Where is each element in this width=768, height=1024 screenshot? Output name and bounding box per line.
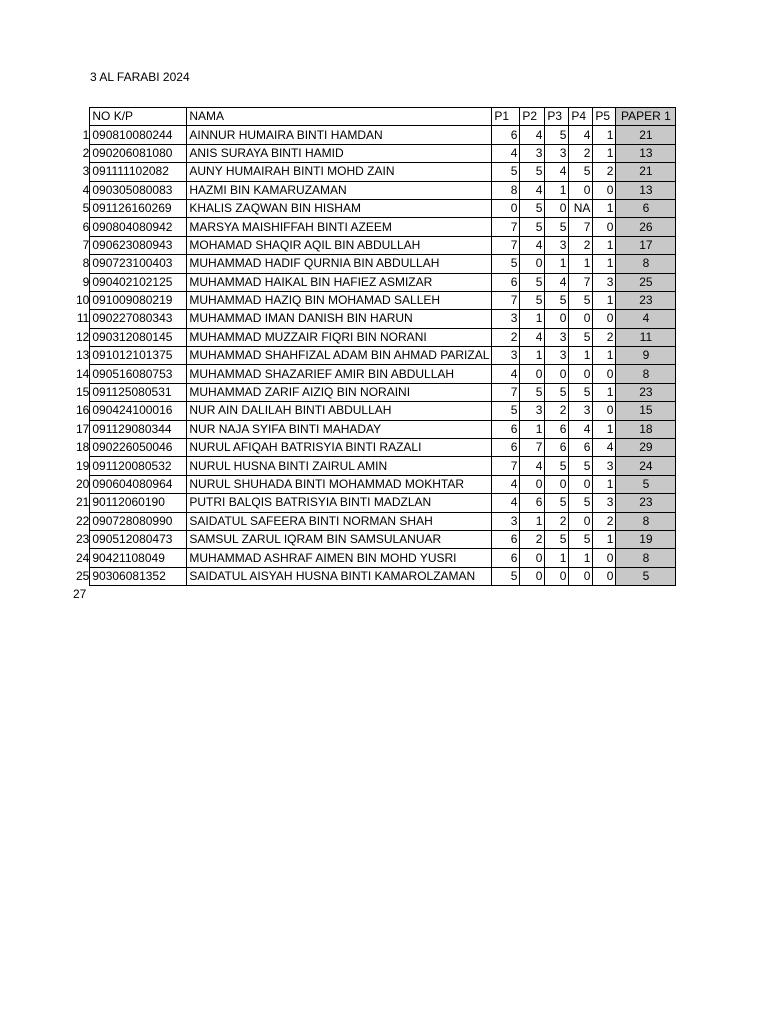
p1-score-cell[interactable]: 7 bbox=[492, 457, 520, 475]
p4-score-cell[interactable]: 0 bbox=[569, 475, 593, 493]
row-number: 20 bbox=[76, 477, 90, 491]
student-name-cell[interactable]: NURUL HUSNA BINTI ZAIRUL AMIN bbox=[187, 457, 492, 475]
ic-number-cell[interactable]: 090604080964 bbox=[90, 475, 187, 493]
p3-score-cell[interactable]: 5 bbox=[545, 494, 569, 512]
p4-score-cell[interactable]: 1 bbox=[569, 347, 593, 365]
p1-score-cell[interactable]: 7 bbox=[492, 218, 520, 236]
table-row bbox=[76, 567, 676, 585]
p5-score-cell[interactable]: 0 bbox=[593, 218, 616, 236]
paper1-total-cell[interactable]: 24 bbox=[616, 457, 676, 475]
p2-score-cell[interactable]: 4 bbox=[520, 328, 545, 346]
table-row bbox=[76, 439, 676, 457]
p5-score-cell[interactable]: 0 bbox=[593, 310, 616, 328]
p5-score-cell[interactable]: 1 bbox=[593, 144, 616, 162]
p4-score-cell[interactable]: 0 bbox=[569, 567, 593, 585]
p5-score-cell[interactable]: 2 bbox=[593, 328, 616, 346]
p5-score-cell[interactable]: 3 bbox=[593, 457, 616, 475]
ic-number-cell[interactable]: 090424100016 bbox=[90, 402, 187, 420]
p2-score-cell[interactable]: 5 bbox=[520, 163, 545, 181]
header-p5[interactable]: P5 bbox=[593, 108, 616, 126]
ic-number-cell[interactable]: 090305080083 bbox=[90, 181, 187, 199]
p5-score-cell[interactable]: 1 bbox=[593, 420, 616, 438]
paper1-total-cell[interactable]: 13 bbox=[616, 144, 676, 162]
paper1-total-cell[interactable]: 8 bbox=[616, 255, 676, 273]
p1-score-cell[interactable]: 4 bbox=[492, 144, 520, 162]
p5-score-cell[interactable]: 4 bbox=[593, 439, 616, 457]
ic-number-cell[interactable]: 091129080344 bbox=[90, 420, 187, 438]
student-name-cell[interactable]: MUHAMMAD ASHRAF AIMEN BIN MOHD YUSRI bbox=[187, 549, 492, 567]
ic-number-cell[interactable]: 090226050046 bbox=[90, 439, 187, 457]
paper1-total-cell[interactable]: 17 bbox=[616, 236, 676, 254]
p3-score-cell[interactable]: 2 bbox=[545, 402, 569, 420]
ic-number-cell[interactable]: 091012101375 bbox=[90, 347, 187, 365]
p4-score-cell[interactable]: 2 bbox=[569, 144, 593, 162]
row-number: 18 bbox=[76, 440, 90, 455]
table-row bbox=[76, 494, 676, 512]
ic-number-cell[interactable]: 091120080532 bbox=[90, 457, 187, 475]
p5-score-cell[interactable]: 0 bbox=[593, 567, 616, 585]
paper1-total-cell[interactable]: 4 bbox=[616, 310, 676, 328]
p3-score-cell[interactable]: 0 bbox=[545, 365, 569, 383]
p2-score-cell[interactable]: 5 bbox=[520, 218, 545, 236]
ic-number-cell[interactable]: 091125080531 bbox=[90, 383, 187, 401]
p2-score-cell[interactable]: 5 bbox=[520, 383, 545, 401]
row-number: 6 bbox=[82, 219, 90, 234]
p2-score-cell[interactable]: 0 bbox=[520, 365, 545, 383]
p5-score-cell[interactable]: 1 bbox=[593, 291, 616, 309]
p4-score-cell[interactable]: 1 bbox=[569, 549, 593, 567]
header-rownum-cell bbox=[76, 108, 90, 126]
p3-score-cell[interactable]: 5 bbox=[545, 218, 569, 236]
ic-number-cell[interactable]: 090623080943 bbox=[90, 236, 187, 254]
p1-score-cell[interactable]: 5 bbox=[492, 163, 520, 181]
ic-number-cell[interactable]: 90306081352 bbox=[90, 567, 187, 585]
p3-score-cell[interactable]: 5 bbox=[545, 383, 569, 401]
row-number: 3 bbox=[82, 164, 90, 179]
p5-score-cell[interactable]: 3 bbox=[593, 494, 616, 512]
p5-score-cell[interactable]: 1 bbox=[593, 236, 616, 254]
paper1-total-cell[interactable]: 19 bbox=[616, 530, 676, 548]
ic-number-cell[interactable]: 90421108049 bbox=[90, 549, 187, 567]
p1-score-cell[interactable]: 6 bbox=[492, 530, 520, 548]
ic-number-cell[interactable]: 090227080343 bbox=[90, 310, 187, 328]
header-p4[interactable]: P4 bbox=[569, 108, 593, 126]
p1-score-cell[interactable]: 4 bbox=[492, 475, 520, 493]
paper1-total-cell[interactable]: 5 bbox=[616, 567, 676, 585]
ic-number-cell[interactable]: 090402102125 bbox=[90, 273, 187, 291]
row-number: 22 bbox=[76, 513, 90, 528]
row-number: 11 bbox=[76, 311, 90, 326]
p2-score-cell[interactable]: 2 bbox=[520, 530, 545, 548]
p3-score-cell[interactable]: 3 bbox=[545, 347, 569, 365]
student-name-cell[interactable]: NUR AIN DALILAH BINTI ABDULLAH bbox=[187, 402, 492, 420]
p2-score-cell[interactable]: 1 bbox=[520, 512, 545, 530]
student-name-cell[interactable]: MUHAMMAD HAIKAL BIN HAFIEZ ASMIZAR bbox=[187, 273, 492, 291]
p1-score-cell[interactable]: 3 bbox=[492, 347, 520, 365]
p5-score-cell[interactable]: 2 bbox=[593, 512, 616, 530]
p2-score-cell[interactable]: 0 bbox=[520, 475, 545, 493]
row-number: 4 bbox=[82, 182, 90, 197]
student-name-cell[interactable]: PUTRI BALQIS BATRISYIA BINTI MADZLAN bbox=[187, 494, 492, 512]
student-name-cell[interactable]: HAZMI BIN KAMARUZAMAN bbox=[187, 181, 492, 199]
student-name-cell[interactable]: AINNUR HUMAIRA BINTI HAMDAN bbox=[187, 126, 492, 144]
row-number: 2 bbox=[82, 145, 90, 160]
student-name-cell[interactable]: MUHAMMAD MUZZAIR FIQRI BIN NORANI bbox=[187, 328, 492, 346]
row-number: 13 bbox=[76, 348, 90, 363]
row-number: 14 bbox=[76, 366, 90, 381]
student-name-cell[interactable]: SAMSUL ZARUL IQRAM BIN SAMSULANUAR bbox=[187, 530, 492, 548]
row-number: 16 bbox=[76, 403, 90, 418]
p3-score-cell[interactable]: 6 bbox=[545, 420, 569, 438]
p1-score-cell[interactable]: 3 bbox=[492, 310, 520, 328]
paper1-total-cell[interactable]: 23 bbox=[616, 291, 676, 309]
paper1-total-cell[interactable]: 15 bbox=[616, 402, 676, 420]
p1-score-cell[interactable]: 6 bbox=[492, 420, 520, 438]
header-p2[interactable]: P2 bbox=[520, 108, 545, 126]
p2-score-cell[interactable]: 6 bbox=[520, 494, 545, 512]
p3-score-cell[interactable]: 5 bbox=[545, 530, 569, 548]
p1-score-cell[interactable]: 3 bbox=[492, 512, 520, 530]
ic-number-cell[interactable]: 090312080145 bbox=[90, 328, 187, 346]
student-name-cell[interactable]: KHALIS ZAQWAN BIN HISHAM bbox=[187, 199, 492, 217]
p5-score-cell[interactable]: 0 bbox=[593, 365, 616, 383]
p1-score-cell[interactable]: 7 bbox=[492, 291, 520, 309]
row-number: 7 bbox=[82, 237, 90, 252]
student-name-cell[interactable]: MUHAMMAD SHAHFIZAL ADAM BIN AHMAD PARIZAL bbox=[187, 347, 492, 365]
table-row bbox=[76, 420, 676, 438]
p1-score-cell[interactable]: 7 bbox=[492, 383, 520, 401]
p3-score-cell[interactable]: 1 bbox=[545, 181, 569, 199]
p4-score-cell[interactable]: 0 bbox=[569, 310, 593, 328]
p3-score-cell[interactable]: 0 bbox=[545, 567, 569, 585]
p3-score-cell[interactable]: 5 bbox=[545, 126, 569, 144]
p3-score-cell[interactable]: 3 bbox=[545, 144, 569, 162]
p1-score-cell[interactable]: 8 bbox=[492, 181, 520, 199]
p3-score-cell[interactable]: 1 bbox=[545, 255, 569, 273]
p3-score-cell[interactable]: 2 bbox=[545, 512, 569, 530]
table-header-row bbox=[76, 108, 676, 126]
p4-score-cell[interactable]: 4 bbox=[569, 420, 593, 438]
paper1-total-cell[interactable]: 6 bbox=[616, 199, 676, 217]
table-row bbox=[76, 310, 676, 328]
row-number: 12 bbox=[76, 329, 90, 344]
table-row bbox=[76, 475, 676, 493]
ic-number-cell[interactable]: 090512080473 bbox=[90, 530, 187, 548]
p5-score-cell[interactable]: 1 bbox=[593, 347, 616, 365]
p3-score-cell[interactable]: 4 bbox=[545, 273, 569, 291]
row-number: 17 bbox=[76, 421, 90, 436]
header-name[interactable]: NAMA bbox=[187, 108, 492, 126]
row-number: 19 bbox=[76, 458, 90, 473]
p3-score-cell[interactable]: 3 bbox=[545, 328, 569, 346]
p3-score-cell[interactable]: 5 bbox=[545, 291, 569, 309]
p4-score-cell[interactable]: 4 bbox=[569, 126, 593, 144]
ic-number-cell[interactable]: 090810080244 bbox=[90, 126, 187, 144]
row-number: 21 bbox=[76, 495, 90, 510]
row-number: 15 bbox=[76, 385, 90, 400]
p4-score-cell[interactable]: 0 bbox=[569, 512, 593, 530]
table-row bbox=[76, 199, 676, 217]
p4-score-cell[interactable]: 6 bbox=[569, 439, 593, 457]
p1-score-cell[interactable]: 0 bbox=[492, 199, 520, 217]
paper1-total-cell[interactable]: 9 bbox=[616, 347, 676, 365]
row-number: 23 bbox=[76, 532, 90, 547]
paper1-total-cell[interactable]: 26 bbox=[616, 218, 676, 236]
student-score-table bbox=[76, 107, 676, 586]
table-row bbox=[76, 126, 676, 144]
table-row bbox=[76, 236, 676, 254]
student-name-cell[interactable]: MUHAMMAD SHAZARIEF AMIR BIN ABDULLAH bbox=[187, 365, 492, 383]
student-name-cell[interactable]: ANIS SURAYA BINTI HAMID bbox=[187, 144, 492, 162]
table-row bbox=[76, 347, 676, 365]
paper1-total-cell[interactable]: 23 bbox=[616, 383, 676, 401]
student-name-cell[interactable]: AUNY HUMAIRAH BINTI MOHD ZAIN bbox=[187, 163, 492, 181]
p2-score-cell[interactable]: 4 bbox=[520, 181, 545, 199]
p4-score-cell[interactable]: 5 bbox=[569, 494, 593, 512]
p2-score-cell[interactable]: 4 bbox=[520, 236, 545, 254]
row-number: 1 bbox=[82, 127, 90, 142]
paper1-total-cell[interactable]: 23 bbox=[616, 494, 676, 512]
p3-score-cell[interactable]: 4 bbox=[545, 163, 569, 181]
table-row bbox=[76, 181, 676, 199]
ic-number-cell[interactable]: 090728080990 bbox=[90, 512, 187, 530]
table-row bbox=[76, 163, 676, 181]
p4-score-cell[interactable]: 7 bbox=[569, 218, 593, 236]
paper1-total-cell[interactable]: 8 bbox=[616, 365, 676, 383]
p4-score-cell[interactable]: 0 bbox=[569, 181, 593, 199]
student-name-cell[interactable]: MUHAMMAD HAZIQ BIN MOHAMAD SALLEH bbox=[187, 291, 492, 309]
p5-score-cell[interactable]: 0 bbox=[593, 181, 616, 199]
p5-score-cell[interactable]: 1 bbox=[593, 199, 616, 217]
student-name-cell[interactable]: MOHAMAD SHAQIR AQIL BIN ABDULLAH bbox=[187, 236, 492, 254]
p4-score-cell[interactable]: 1 bbox=[569, 255, 593, 273]
header-p3[interactable]: P3 bbox=[545, 108, 569, 126]
p2-score-cell[interactable]: 7 bbox=[520, 439, 545, 457]
p4-score-cell[interactable]: 2 bbox=[569, 236, 593, 254]
p1-score-cell[interactable]: 6 bbox=[492, 439, 520, 457]
table-row bbox=[76, 530, 676, 548]
ic-number-cell[interactable]: 091009080219 bbox=[90, 291, 187, 309]
student-name-cell[interactable]: MUHAMMAD HADIF QURNIA BIN ABDULLAH bbox=[187, 255, 492, 273]
p2-score-cell[interactable]: 1 bbox=[520, 420, 545, 438]
p3-score-cell[interactable]: 1 bbox=[545, 549, 569, 567]
table-row bbox=[76, 365, 676, 383]
paper1-total-cell[interactable]: 8 bbox=[616, 512, 676, 530]
p2-score-cell[interactable]: 1 bbox=[520, 310, 545, 328]
p3-score-cell[interactable]: 6 bbox=[545, 439, 569, 457]
table-row bbox=[76, 144, 676, 162]
ic-number-cell[interactable]: 090723100403 bbox=[90, 255, 187, 273]
table-row bbox=[76, 512, 676, 530]
ic-number-cell[interactable]: 090516080753 bbox=[90, 365, 187, 383]
row-number: 24 bbox=[76, 550, 90, 565]
p4-score-cell[interactable]: 5 bbox=[569, 383, 593, 401]
p4-score-cell[interactable]: 7 bbox=[569, 273, 593, 291]
p5-score-cell[interactable]: 0 bbox=[593, 402, 616, 420]
p1-score-cell[interactable]: 5 bbox=[492, 402, 520, 420]
paper1-total-cell[interactable]: 11 bbox=[616, 328, 676, 346]
table-row bbox=[76, 218, 676, 236]
paper1-total-cell[interactable]: 21 bbox=[616, 163, 676, 181]
p5-score-cell[interactable]: 1 bbox=[593, 126, 616, 144]
ic-number-cell[interactable]: 091126160269 bbox=[90, 199, 187, 217]
ic-number-cell[interactable]: 090804080942 bbox=[90, 218, 187, 236]
p2-score-cell[interactable]: 5 bbox=[520, 199, 545, 217]
p1-score-cell[interactable]: 7 bbox=[492, 236, 520, 254]
p5-score-cell[interactable]: 2 bbox=[593, 163, 616, 181]
header-paper1[interactable]: PAPER 1 bbox=[616, 108, 676, 126]
paper1-total-cell[interactable]: 25 bbox=[616, 273, 676, 291]
p4-score-cell[interactable]: 5 bbox=[569, 530, 593, 548]
ic-number-cell[interactable]: 091111102082 bbox=[90, 163, 187, 181]
p3-score-cell[interactable]: 0 bbox=[545, 199, 569, 217]
table-row bbox=[76, 291, 676, 309]
p1-score-cell[interactable]: 5 bbox=[492, 567, 520, 585]
p5-score-cell[interactable]: 0 bbox=[593, 549, 616, 567]
p2-score-cell[interactable]: 0 bbox=[520, 549, 545, 567]
p2-score-cell[interactable]: 4 bbox=[520, 126, 545, 144]
footer-row-count: 27 bbox=[73, 587, 87, 601]
row-number: 9 bbox=[82, 274, 90, 289]
p3-score-cell[interactable]: 3 bbox=[545, 236, 569, 254]
p5-score-cell[interactable]: 1 bbox=[593, 475, 616, 493]
p1-score-cell[interactable]: 5 bbox=[492, 255, 520, 273]
table-row bbox=[76, 549, 676, 567]
p3-score-cell[interactable]: 0 bbox=[545, 310, 569, 328]
table-row bbox=[76, 383, 676, 401]
header-ic[interactable]: NO K/P bbox=[90, 108, 187, 126]
p5-score-cell[interactable]: 1 bbox=[593, 255, 616, 273]
ic-number-cell[interactable]: 90112060190 bbox=[90, 494, 187, 512]
p4-score-cell[interactable]: 5 bbox=[569, 163, 593, 181]
p2-score-cell[interactable]: 5 bbox=[520, 273, 545, 291]
row-number: 5 bbox=[82, 201, 90, 216]
p2-score-cell[interactable]: 0 bbox=[520, 567, 545, 585]
p2-score-cell[interactable]: 1 bbox=[520, 347, 545, 365]
p5-score-cell[interactable]: 1 bbox=[593, 530, 616, 548]
student-name-cell[interactable]: MUHAMMAD ZARIF AIZIQ BIN NORAINI bbox=[187, 383, 492, 401]
paper1-total-cell[interactable]: 18 bbox=[616, 420, 676, 438]
p2-score-cell[interactable]: 4 bbox=[520, 457, 545, 475]
p3-score-cell[interactable]: 5 bbox=[545, 457, 569, 475]
paper1-total-cell[interactable]: 21 bbox=[616, 126, 676, 144]
paper1-total-cell[interactable]: 13 bbox=[616, 181, 676, 199]
table-row bbox=[76, 457, 676, 475]
row-number: 10 bbox=[76, 293, 90, 308]
p1-score-cell[interactable]: 6 bbox=[492, 549, 520, 567]
p4-score-cell[interactable]: 5 bbox=[569, 457, 593, 475]
paper1-total-cell[interactable]: 29 bbox=[616, 439, 676, 457]
p1-score-cell[interactable]: 4 bbox=[492, 365, 520, 383]
p2-score-cell[interactable]: 3 bbox=[520, 144, 545, 162]
student-name-cell[interactable]: NURUL SHUHADA BINTI MOHAMMAD MOKHTAR bbox=[187, 475, 492, 493]
table-row bbox=[76, 402, 676, 420]
student-name-cell[interactable]: MARSYA MAISHIFFAH BINTI AZEEM bbox=[187, 218, 492, 236]
p4-score-cell[interactable]: NA bbox=[569, 199, 593, 217]
p1-score-cell[interactable]: 6 bbox=[492, 126, 520, 144]
header-p1[interactable]: P1 bbox=[492, 108, 520, 126]
sheet-title: 3 AL FARABI 2024 bbox=[90, 70, 190, 84]
p1-score-cell[interactable]: 6 bbox=[492, 273, 520, 291]
p4-score-cell[interactable]: 5 bbox=[569, 328, 593, 346]
p2-score-cell[interactable]: 0 bbox=[520, 255, 545, 273]
p2-score-cell[interactable]: 3 bbox=[520, 402, 545, 420]
p4-score-cell[interactable]: 0 bbox=[569, 365, 593, 383]
row-number: 8 bbox=[82, 256, 90, 271]
ic-number-cell[interactable]: 090206081080 bbox=[90, 144, 187, 162]
p4-score-cell[interactable]: 3 bbox=[569, 402, 593, 420]
p5-score-cell[interactable]: 1 bbox=[593, 383, 616, 401]
table-row bbox=[76, 273, 676, 291]
student-name-cell[interactable]: MUHAMMAD IMAN DANISH BIN HARUN bbox=[187, 310, 492, 328]
row-number: 25 bbox=[76, 568, 90, 583]
p3-score-cell[interactable]: 0 bbox=[545, 475, 569, 493]
paper1-total-cell[interactable]: 5 bbox=[616, 475, 676, 493]
student-name-cell[interactable]: NURUL AFIQAH BATRISYIA BINTI RAZALI bbox=[187, 439, 492, 457]
paper1-total-cell[interactable]: 8 bbox=[616, 549, 676, 567]
table-row bbox=[76, 328, 676, 346]
p1-score-cell[interactable]: 4 bbox=[492, 494, 520, 512]
p1-score-cell[interactable]: 2 bbox=[492, 328, 520, 346]
table-row bbox=[76, 255, 676, 273]
student-name-cell[interactable]: SAIDATUL AISYAH HUSNA BINTI KAMAROLZAMAN bbox=[187, 567, 492, 585]
student-name-cell[interactable]: SAIDATUL SAFEERA BINTI NORMAN SHAH bbox=[187, 512, 492, 530]
p4-score-cell[interactable]: 5 bbox=[569, 291, 593, 309]
student-name-cell[interactable]: NUR NAJA SYIFA BINTI MAHADAY bbox=[187, 420, 492, 438]
p5-score-cell[interactable]: 3 bbox=[593, 273, 616, 291]
p2-score-cell[interactable]: 5 bbox=[520, 291, 545, 309]
